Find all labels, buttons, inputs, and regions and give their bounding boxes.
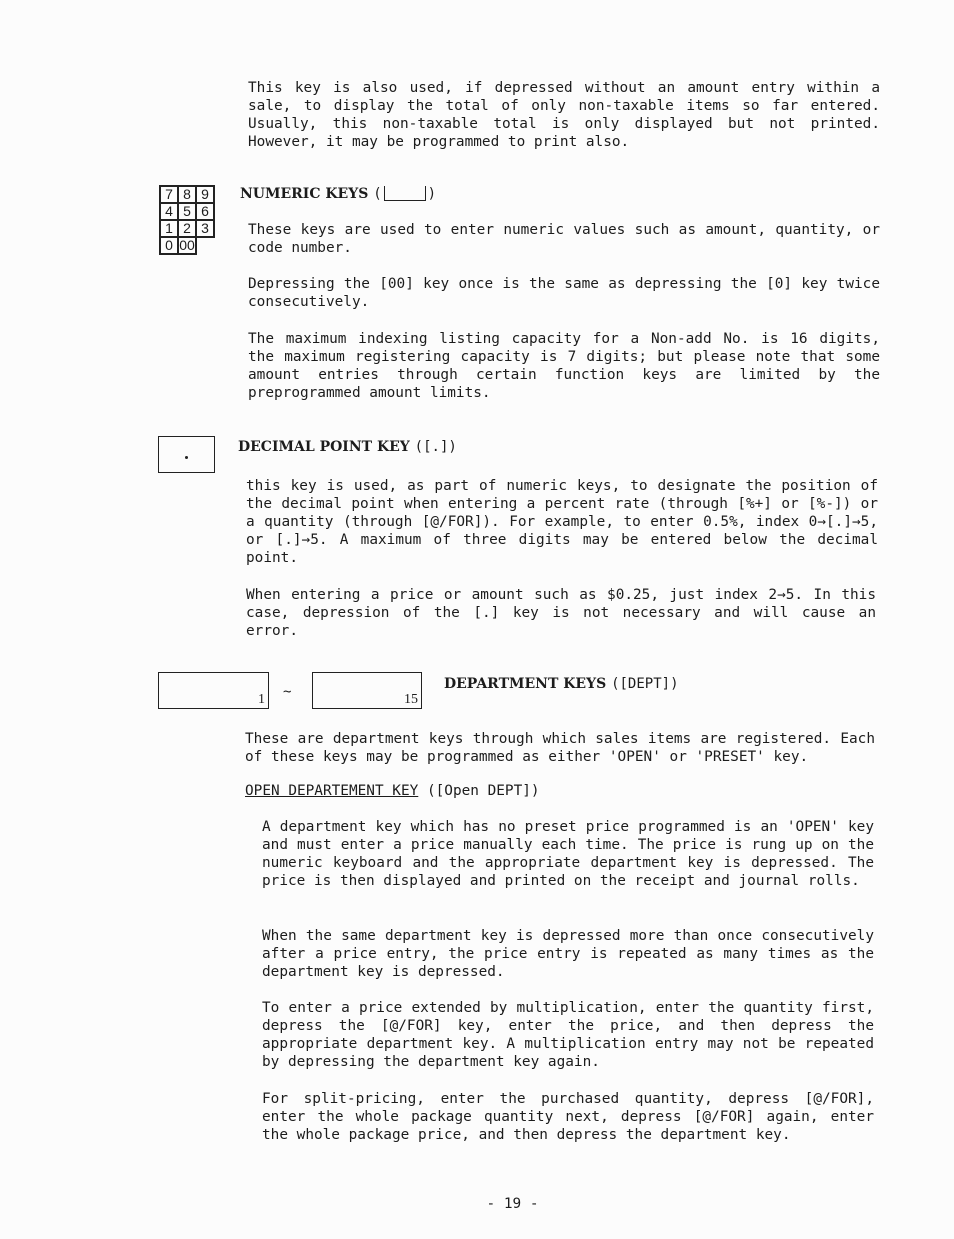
open-department-subheading (245, 782, 540, 800)
range-tilde: ~ (283, 684, 292, 700)
keypad-blank (197, 238, 215, 255)
numeric-paragraph-3: The maximum indexing listing capacity for a Non-add No. is 16 digits, the maximum registering capacity is 7 digits; but please note that some amount entries through certain function keys are limited by the preprogrammed amount limits. (248, 331, 880, 401)
department-key-15-label: 15 (404, 692, 418, 707)
keypad-key: 1 (161, 221, 179, 238)
heading-close-paren: ) (427, 186, 437, 202)
open-department-title: OPEN DEPARTEMENT KEY (245, 783, 419, 799)
keypad-key: 8 (179, 187, 197, 204)
intro-paragraph: This key is also used, if depressed without an amount entry within a sale, to display the total of only non-taxable items so far entered. Usually, this non-taxable total is only displayed but not printed. However, it may be programmed to print also. (248, 80, 880, 150)
decimal-heading-text: DECIMAL POINT KEY (238, 439, 410, 455)
keypad-key: 4 (161, 204, 179, 221)
open-department-paragraph-2: When the same department key is depressed more than once consecutively after a price entry, the price entry is repeated as many times as the department key is depressed. (262, 928, 874, 980)
keypad-key: 6 (197, 204, 215, 221)
department-key-15-illustration (312, 672, 422, 709)
page-number: - 19 - (486, 1196, 539, 1212)
heading-open-paren: ( (373, 186, 382, 202)
decimal-paragraph-2: When entering a price or amount such as $0.25, just index 2→5. In this case, depression of the [.] key is not necessary and will cause an error. (246, 587, 876, 639)
decimal-paragraph-1: this key is used, as part of numeric keys, to designate the position of the decimal point when entering a percent rate (through [%+] or [%-]) or a quantity (through [@/FOR]). For example, to enter 0.5%, index 0→[.]→5, or [.]→5. A maximum of three digits may be entered below the decimal point. (246, 478, 878, 566)
keypad-key: 0 (161, 238, 179, 255)
decimal-key-heading (238, 438, 457, 456)
decimal-dot-icon (185, 456, 188, 459)
department-key-1-illustration (158, 672, 269, 709)
numeric-paragraph-2: Depressing the [00] key once is the same as depressing the [0] key twice consecutively. (248, 276, 880, 310)
keypad-key: 3 (197, 221, 215, 238)
keypad-key: 9 (197, 187, 215, 204)
keypad-key: 00 (179, 238, 197, 255)
keypad-key: 2 (179, 221, 197, 238)
keypad-key: 5 (179, 204, 197, 221)
department-keys-heading (444, 675, 679, 693)
keypad-key: 7 (161, 187, 179, 204)
open-department-paragraph-1: A department key which has no preset price programmed is an 'OPEN' key and must enter a price manually each time. The price is rung up on the numeric keyboard and the appropriate department key is depressed. The price is then displayed and printed on the receipt and journal rolls. (262, 819, 874, 889)
department-heading-text: DEPARTMENT KEYS (444, 676, 607, 692)
open-department-code: ([Open DEPT]) (426, 783, 540, 799)
open-department-paragraph-3: To enter a price extended by multiplication, enter the quantity first, depress the [@/FOR] key, enter the price, and then depress the appropriate department key. A multiplication entry may not be repeated by depressing the department key again. (262, 1000, 874, 1070)
numeric-heading-text: NUMERIC KEYS (240, 186, 369, 202)
numeric-paragraph-1: These keys are used to enter numeric values such as amount, quantity, or code number. (248, 222, 880, 256)
department-paragraph-1: These are department keys through which sales items are registered. Each of these keys may be programmed as either 'OPEN' or 'PRESET' key. (245, 731, 875, 765)
department-key-1-label: 1 (258, 692, 265, 707)
decimal-key-illustration (158, 436, 215, 473)
blank-key-icon (384, 186, 426, 201)
open-department-paragraph-4: For split-pricing, enter the purchased quantity, depress [@/FOR], enter the whole package quantity next, depress [@/FOR] again, enter the whole package price, and then depress the department key. (262, 1091, 874, 1143)
decimal-heading-code: ([.]) (414, 439, 457, 455)
numeric-keypad-illustration (159, 185, 215, 255)
numeric-keys-heading (240, 185, 436, 203)
department-heading-code: ([DEPT]) (611, 676, 679, 692)
